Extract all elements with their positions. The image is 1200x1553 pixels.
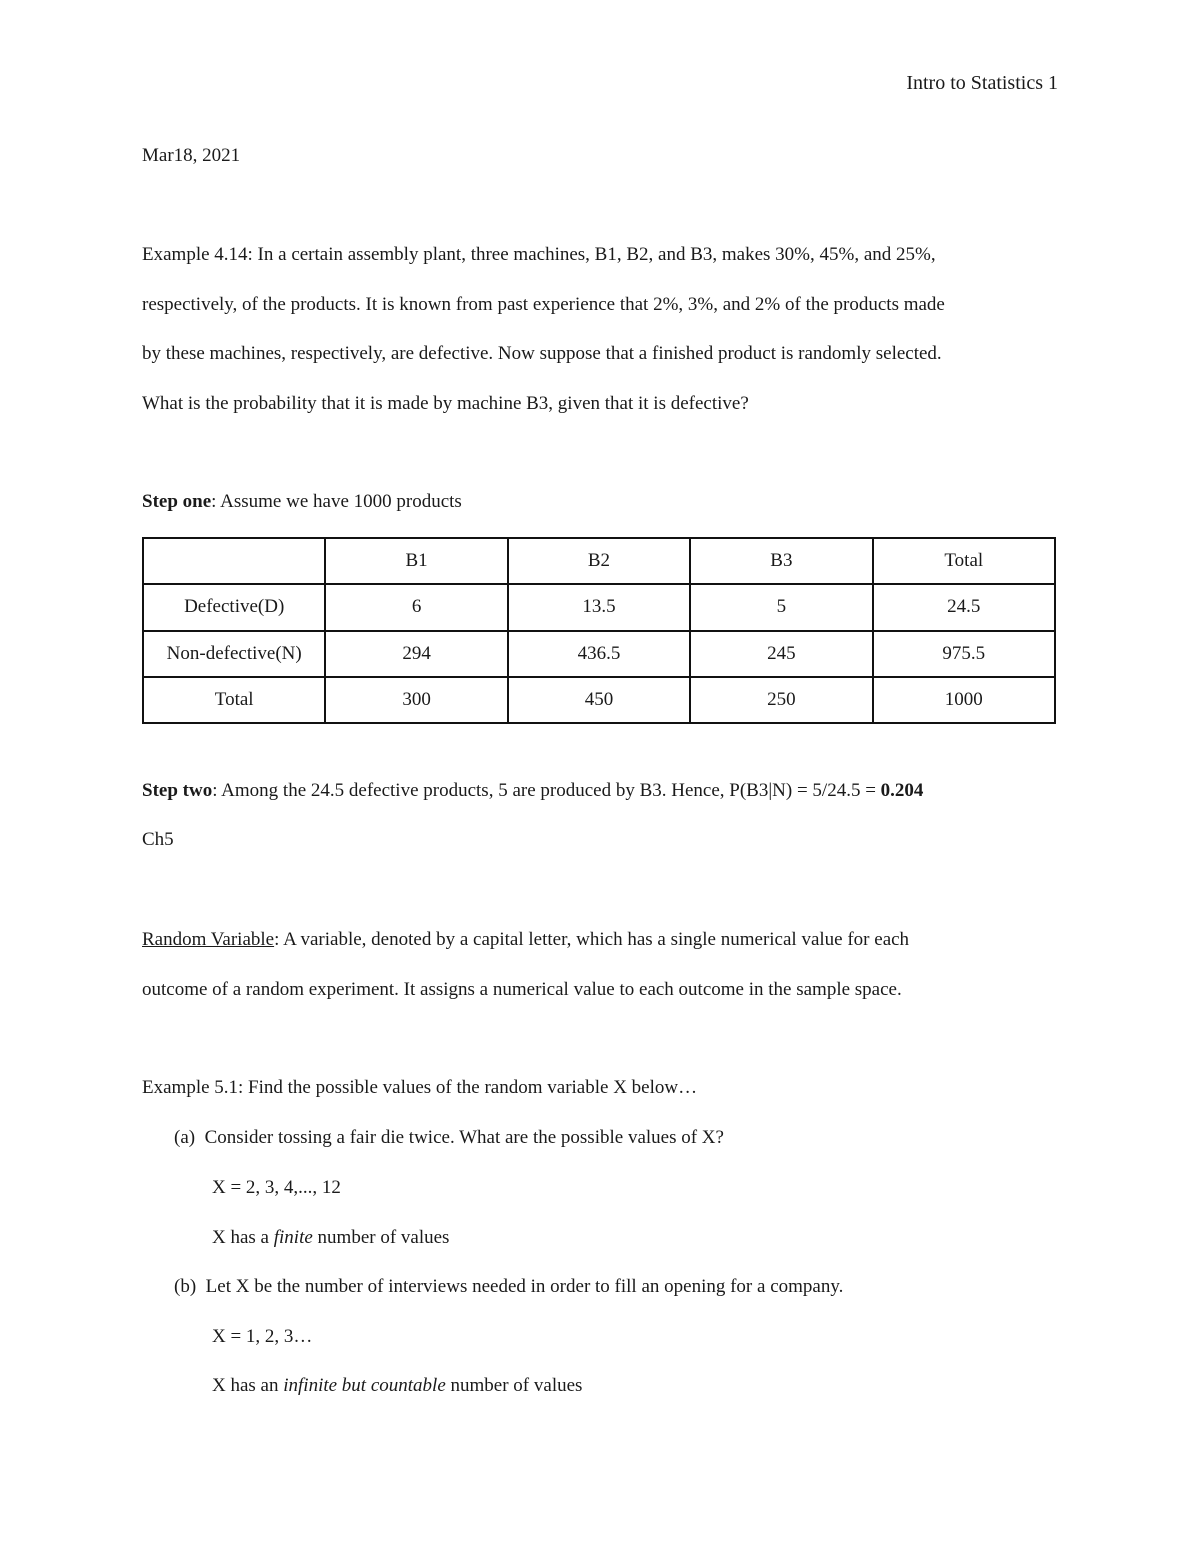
part-b-question: Let X be the number of interviews needed in order to fill an opening for a company. — [205, 1276, 844, 1297]
table-header-row — [143, 538, 1055, 584]
part-b-marker: (b) — [174, 1276, 197, 1297]
example-4-14-line-2: respectively, of the products. It is known from past experience that 2%, 3%, and 2% of the products made — [142, 294, 945, 315]
chapter-heading: Ch5 — [142, 829, 174, 850]
products-table — [142, 537, 1056, 724]
part-b-note-pre: X has an — [212, 1375, 284, 1396]
part-a-note-post: number of values — [312, 1227, 450, 1248]
table-cell: 6 — [325, 584, 507, 630]
random-variable-definition: : A variable, denoted by a capital letter, which has a single numerical value for each — [274, 929, 910, 950]
part-a-note-emphasis: finite — [273, 1227, 313, 1248]
table-cell: 250 — [690, 677, 872, 723]
part-a-note — [212, 1228, 449, 1247]
step-one-label: Step one — [142, 491, 212, 512]
table-header-cell: Total — [873, 538, 1055, 584]
table-header-cell: B2 — [508, 538, 690, 584]
table-row-label: Total — [143, 677, 325, 723]
table-header-cell: B3 — [690, 538, 872, 584]
table-cell: 300 — [325, 677, 507, 723]
part-a-question-line — [174, 1128, 724, 1147]
table-row — [143, 631, 1055, 677]
random-variable-line-2: outcome of a random experiment. It assigns a numerical value to each outcome in the sample space. — [142, 979, 902, 1000]
part-b-note-emphasis: infinite but countable — [283, 1375, 446, 1396]
table-row — [143, 584, 1055, 630]
table-cell: 245 — [690, 631, 872, 677]
step-one-line — [142, 492, 462, 511]
table-cell: 24.5 — [873, 584, 1055, 630]
part-b-question-line — [174, 1277, 843, 1296]
table-row-label: Defective(D) — [143, 584, 325, 630]
random-variable-line-1 — [142, 930, 909, 949]
table-cell: 13.5 — [508, 584, 690, 630]
table-header-cell — [143, 538, 325, 584]
part-b-values: X = 1, 2, 3… — [212, 1326, 313, 1347]
date-line: Mar18, 2021 — [142, 145, 241, 166]
table-row — [143, 677, 1055, 723]
part-a-marker: (a) — [174, 1127, 196, 1148]
table-header-cell: B1 — [325, 538, 507, 584]
example-4-14-line-1: Example 4.14: In a certain assembly plant, three machines, B1, B2, and B3, makes 30%, 45%, and 25%, — [142, 244, 936, 265]
example-4-14-line-4: What is the probability that it is made by machine B3, given that it is defective? — [142, 393, 749, 414]
table-cell: 5 — [690, 584, 872, 630]
part-a-note-pre: X has a — [212, 1227, 274, 1248]
table-cell: 975.5 — [873, 631, 1055, 677]
table-cell: 1000 — [873, 677, 1055, 723]
example-4-14-line-3: by these machines, respectively, are defective. Now suppose that a finished product is randomly selected. — [142, 343, 942, 364]
table-cell: 294 — [325, 631, 507, 677]
random-variable-term: Random Variable — [142, 929, 275, 950]
part-a-question: Consider tossing a fair die twice. What are the possible values of X? — [204, 1127, 724, 1148]
part-b-note — [212, 1376, 582, 1395]
example-5-1-intro: Example 5.1: Find the possible values of the random variable X below… — [142, 1077, 698, 1098]
step-two-answer: 0.204 — [880, 780, 924, 801]
part-a-values: X = 2, 3, 4,..., 12 — [212, 1177, 341, 1198]
table-cell: 436.5 — [508, 631, 690, 677]
step-two-text: : Among the 24.5 defective products, 5 are produced by B3. Hence, P(B3|N) = 5/24.5 = — [212, 780, 881, 801]
step-two-label: Step two — [142, 780, 213, 801]
step-one-text: : Assume we have 1000 products — [211, 491, 462, 512]
table-row-label: Non-defective(N) — [143, 631, 325, 677]
step-two-line — [142, 781, 923, 800]
table-cell: 450 — [508, 677, 690, 723]
running-header: Intro to Statistics 1 — [906, 72, 1058, 94]
part-b-note-post: number of values — [445, 1375, 583, 1396]
